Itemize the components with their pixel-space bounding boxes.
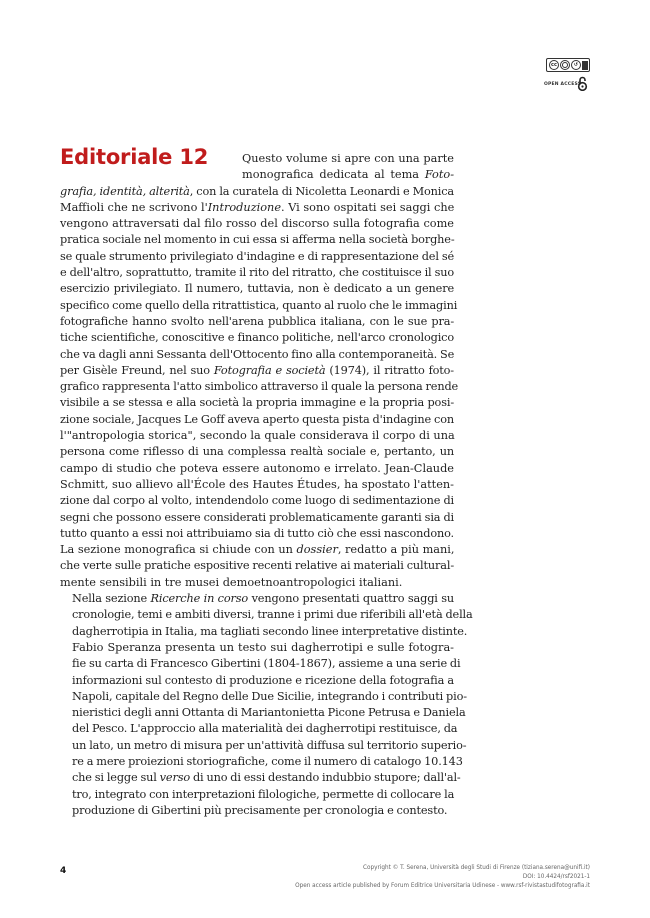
- cc-license-badge: [546, 58, 590, 72]
- open-access-line: Open access article published by Forum Editrice Universitaria Udinese - www.rsf-rivistastudifotografia.it: [295, 883, 590, 890]
- page-footer: [295, 864, 590, 892]
- paragraph-1: Questo volume si apre con una parte monografica dedicata al tema Foto- grafia, identità, alterità, con la curatela di Nicoletta Leonardi e Monica Maffioli che ne scrivono l'Introduzione. Vi sono ospitati sei saggi che vengono attraversati dal filo rosso del discorso sulla fotografia come pratica sociale nel momento in cui essa si afferma nella società borghe- se quale strumento privilegiato d'indagine e di rappresentazione del sé e dell'altro, soprattutto, tramite il rito del ritratto, che costituisce il suo esercizio privilegiato. Il numero, tuttavia, non è dedicato a un genere specifico come quello della ritrattistica, quanto al ruolo che le immagini fotografiche hanno svolto nell'arena pubblica italiana, con le sue pra- tiche scientifiche, conoscitive e financo politiche, nell'arco cronologico che va dagli anni Sessanta dell'Ottocento fino alla contemporaneità. Se per Gisèle Freund, nel suo Fotografia e società (1974), il ritratto foto- grafico rappresenta l'atto simbolico attraverso il quale la persona rende visibile a se stessa e alla società la propria immagine e la propria posi- zione sociale, Jacques Le Goff aveva aperto questa pista d'indagine con l'"antropologia storica", secondo la quale considerava il corpo di una persona come riflesso di una complessa realtà sociale e, pertanto, un campo di studio che poteva essere autonomo e irrelato. Jean-Claude Schmitt, suo allievo all'École des Hautes Études, ha spostato l'atten- zione dal corpo al volto, intendendolo come luogo di sedimentazione di segni che possono essere considerati problematicamente garanti sia di tutto quanto a essi noi attribuiamo sia di tutto ciò che essi nascondono. La sezione monografica si chiude con un dossier, redatto a più mani, che verte sulle pratiche espositive recenti relative ai materiali cultural- mente sensibili in tre musei demoetnoantropologici italiani.: [60, 152, 459, 589]
- article-body: [60, 151, 473, 819]
- page-number: 4: [60, 866, 67, 876]
- paragraph-3: Fabio Speranza presenta un testo sui dagherrotipi e sulle fotogra- fie su carta di Francesco Gibertini (1804-1867), assieme a una serie di informazioni sul contesto di produzione e ricezione della fotografia a Napoli, capitale del Regno delle Due Sicilie, integrando i contributi pio- nieristici degli anni Ottanta di Mariantonietta Picone Petrusa e Daniela del Pesco. L'approccio alla materialità dei dagherrotipi restituisce, da un lato, un metro di misura per un'attività diffusa sul territorio superio- re a mere proiezioni storiografiche, come il numero di catalogo 10.143 che si legge sul verso di uno di essi destando indubbio stupore; dall'al- tro, integrato con interpretazioni filologiche, permette di collocare la produzione di Gibertini più precisamente per cronologia e contesto.: [72, 640, 467, 817]
- doi-line: DOI: 10.4424/rsf2021-1: [522, 874, 590, 881]
- open-lock-icon: [577, 76, 588, 91]
- article-title: Editoriale 12: [60, 145, 209, 169]
- cc-icon: cc: [549, 60, 559, 70]
- by-icon: [560, 60, 570, 70]
- license-bar: [582, 61, 588, 70]
- open-access-label: OPEN ACCESS: [544, 82, 582, 87]
- sa-icon: ↺: [571, 60, 581, 70]
- copyright-line: Copyright © T. Serena, Università degli Studi di Firenze (tiziana.serena@unifi.it): [363, 865, 590, 871]
- paragraph-2: Nella sezione Ricerche in corso vengono presentati quattro saggi su cronologie, temi e ambiti diversi, tranne i primi due riferibili all'età della dagherrotipia in Italia, ma tagliati secondo linee interpretative distinte.: [72, 592, 473, 638]
